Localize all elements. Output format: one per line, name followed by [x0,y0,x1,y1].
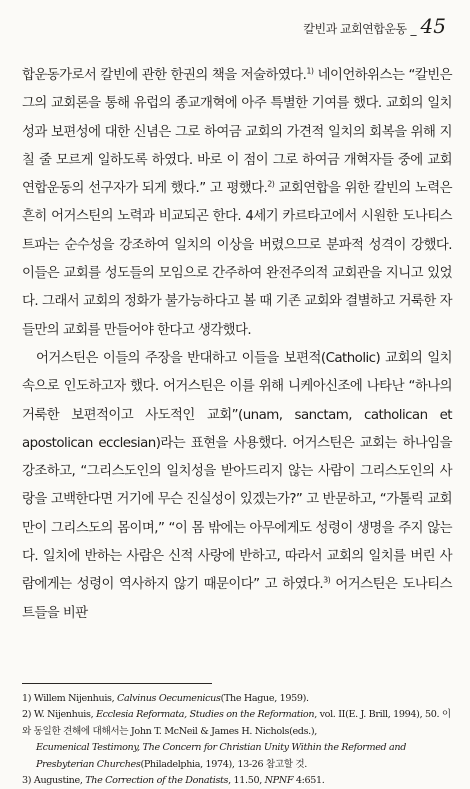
paragraph-1-part-3: 교회연합을 위한 칼빈의 노력은 흔히 어거스틴의 노력과 비교되곤 한다. 4세기 카르타고에서 시원한 도나티스트파는 순수성을 강조하여 일치의 이상을 버렸으므로 분파적 성격이 강했다. 이들은 교회를 성도들의 모임으로 간주하여 완전주의적 교회관을 지니고 있었다. 그래서 교회의 정화가 불가능하다고 볼 때 기존 교회와 결별하고 거룩한 자들만의 교회를 만들어야 한다고 생각했다. [22,181,452,338]
running-header [303,14,446,38]
footnote-1-author: Willem Nijenhuis, [33,693,118,704]
main-text [22,62,452,628]
footnote-2-label: 2) [22,709,34,721]
running-title: 칼빈과 교회연합운동 [303,22,407,36]
footnote-1 [22,691,452,707]
footnote-ref-2[interactable]: 2) [267,179,275,189]
paragraph-2-part-2: 어거스틴은 도나티스트들을 비판 [22,577,452,621]
paragraph-2-part-1: 어거스틴은 이들의 주장을 반대하고 이들을 보편적(Catholic) 교회의 일치 속으로 인도하고자 했다. 어거스틴은 이를 위해 니케아신조에 나타난 “하나의 거룩한 보편적이고 사도적인 교회”(unam, sanctam, catholican et apostolican ecclesian)라는 표현을 사용했다. 어거스틴은 교회는 하나임을 강조하고, “그리스도인의 일치성을 받아드리지 않는 사람이 그리스도인의 사랑을 고백한다면 거기에 무슨 진실성이 있겠는가?” 고 반문하고, “가톨릭 교회만이 그리스도의 몸이며,” “이 몸 밖에는 아무에게도 성령이 생명을 주지 않는다. 일치에 반하는 사람은 신적 사랑에 반하고, 따라서 교회의 일치를 버린 사람에게는 성령이 역사하지 않기 때문이다” 고 하였다. [22,350,452,593]
footnote-2-pub: , vol. II(E. J. Brill, 1994), 50. 이와 동일한 견해에 대해서는 John T. McNeil & James H. Nichols(eds.), [22,709,451,737]
footnote-ref-3[interactable]: 3) [323,575,331,585]
running-separator: _ [410,22,417,36]
footnote-3-title-2: NPNF [264,775,294,787]
footnote-1-pub: (The Hague, 1959). [220,693,309,704]
paragraph-2 [22,345,452,628]
paragraph-1-part-1: 합운동가로서 칼빈에 관한 한권의 책을 저술하였다. [22,68,307,83]
footnote-2 [22,707,452,773]
footnote-3-author: Augustine, [33,775,86,787]
footnote-3-label: 3) [22,775,34,787]
footnotes [22,691,452,789]
footnote-divider [22,683,212,684]
footnote-1-label: 1) [22,693,34,704]
footnote-3-title-1: The Correction of the Donatists [85,775,229,787]
paragraph-1-part-2: 네이언하위스는 “칼빈은 그의 교회론을 통해 유럽의 종교개혁에 아주 특별한 기여를 했다. 교회의 일치성과 보편성에 대한 신념은 그로 하여금 교회의 가견적 일치의 회복을 위해 지칠 줄 모르게 일하도록 하였다. 바로 이 점이 그로 하여금 개혁자들 중에 교회 연합운동의 선구자가 되게 했다.” 고 평했다. [22,68,452,197]
footnote-3-page: 4:651. [293,775,325,787]
footnote-2-continuation [22,740,452,773]
footnote-2-title-2: Ecumenical Testimony, The Concern for Christian Unity Within the Reformed and Presbyterian Churches [36,742,407,770]
footnote-1-title: Calvinus Oecumenicus [117,693,221,704]
footnote-ref-1[interactable]: 1) [306,66,314,76]
paragraph-1 [22,62,452,345]
footnote-3-ref: , 11.50, [228,775,265,787]
footnote-2-pub-2: (Philadelphia, 1974), 13-26 참고할 것. [140,758,307,770]
page-number: 45 [420,14,446,38]
footnote-2-title-1: Ecclesia Reformata, Studies on the Reformation [95,709,315,721]
footnote-2-author: W. Nijenhuis, [33,709,96,721]
